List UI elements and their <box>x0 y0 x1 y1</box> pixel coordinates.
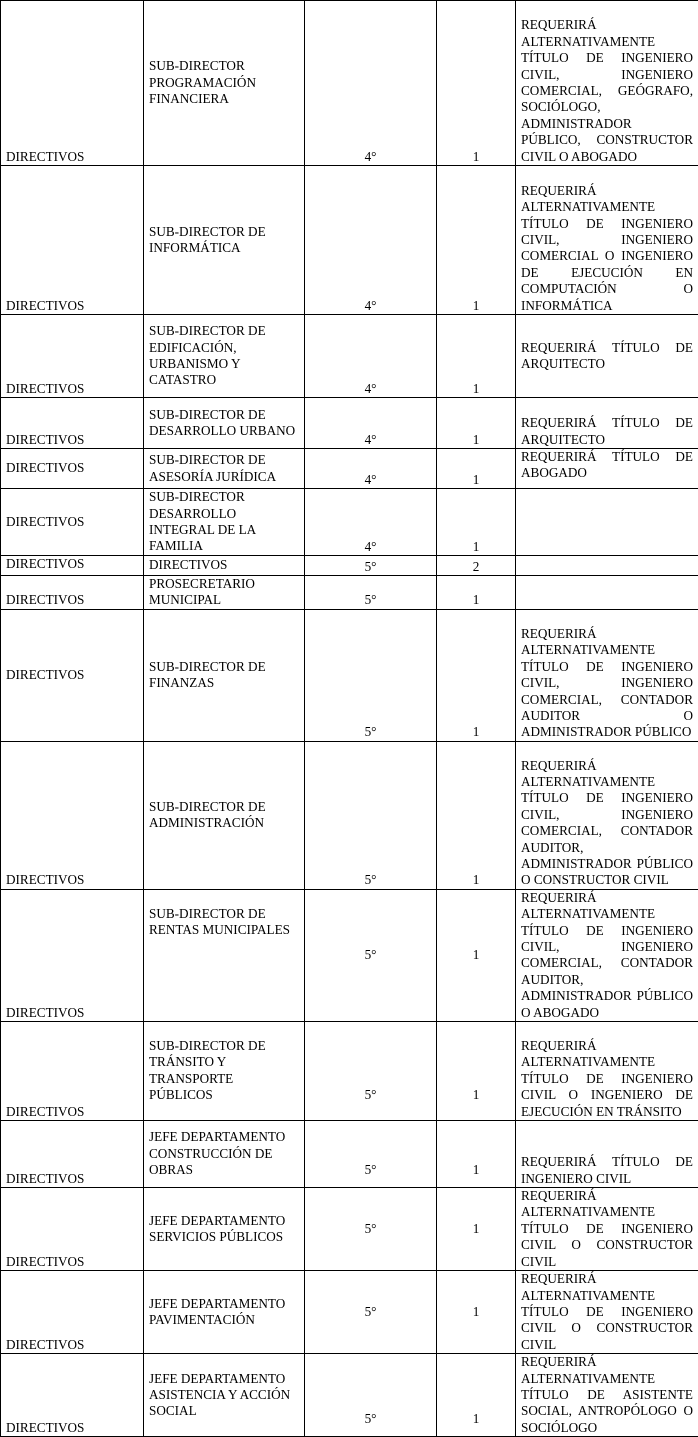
estamento-cell: DIRECTIVOS <box>1 556 144 576</box>
grado-cell: 5° <box>305 1022 437 1121</box>
cargo-cell: SUB-DIRECTOR DESARROLLO INTEGRAL DE LA FAMILIA <box>144 489 305 556</box>
table-row <box>1 166 698 315</box>
table-row <box>1 1188 698 1271</box>
estamento-cell: DIRECTIVOS <box>1 1022 144 1121</box>
estamento-cell: DIRECTIVOS <box>1 1354 144 1437</box>
table-row <box>1 449 698 489</box>
table-row <box>1 1022 698 1121</box>
numero-cell: 1 <box>437 576 516 610</box>
requisito-cell: REQUERIRÁ TÍTULO DE ARQUITECTO <box>516 398 698 449</box>
numero-cell: 1 <box>437 1121 516 1188</box>
requisito-cell <box>516 556 698 576</box>
requisito-cell: REQUERIRÁ TÍTULO DE ARQUITECTO <box>516 315 698 398</box>
cargo-cell: SUB-DIRECTOR DE DESARROLLO URBANO <box>144 398 305 449</box>
table-row <box>1 1354 698 1437</box>
estamento-cell: DIRECTIVOS <box>1 609 144 741</box>
cargo-cell: JEFE DEPARTAMENTO CONSTRUCCIÓN DE OBRAS <box>144 1121 305 1188</box>
numero-cell: 1 <box>437 889 516 1021</box>
table-row <box>1 1 698 166</box>
numero-cell: 1 <box>437 741 516 889</box>
grado-cell: 5° <box>305 1354 437 1437</box>
estamento-cell: DIRECTIVOS <box>1 166 144 315</box>
estamento-cell: DIRECTIVOS <box>1 1271 144 1354</box>
requisito-cell: REQUERIRÁ ALTERNATIVAMENTE TÍTULO DE INGENIERO CIVIL O CONSTRUCTOR CIVIL <box>516 1188 698 1271</box>
table-row <box>1 398 698 449</box>
cargo-cell: SUB-DIRECTOR DE RENTAS MUNICIPALES <box>144 889 305 1021</box>
estamento-cell: DIRECTIVOS <box>1 1 144 166</box>
cargo-cell: JEFE DEPARTAMENTO ASISTENCIA Y ACCIÓN SOCIAL <box>144 1354 305 1437</box>
estamento-cell: DIRECTIVOS <box>1 741 144 889</box>
numero-cell: 1 <box>437 1022 516 1121</box>
grado-cell: 5° <box>305 889 437 1021</box>
requisito-cell: REQUERIRÁ TÍTULO DE ABOGADO <box>516 449 698 489</box>
requisito-cell: REQUERIRÁ ALTERNATIVAMENTE TÍTULO DE INGENIERO CIVIL, INGENIERO COMERCIAL, CONTADOR AUDITOR, ADMINISTRADOR PÚBLICO O CONSTRUCTOR CIVIL <box>516 741 698 889</box>
table-row <box>1 609 698 741</box>
requisito-cell <box>516 576 698 610</box>
numero-cell: 1 <box>437 315 516 398</box>
positions-table-body <box>1 1 698 1437</box>
cargo-cell: PROSECRETARIO MUNICIPAL <box>144 576 305 610</box>
grado-cell: 4° <box>305 398 437 449</box>
table-row <box>1 576 698 610</box>
requisito-cell: REQUERIRÁ ALTERNATIVAMENTE TÍTULO DE INGENIERO CIVIL, INGENIERO COMERCIAL, GEÓGRAFO, SOCIÓLOGO, ADMINISTRADOR PÚBLICO, CONSTRUCTOR CIVIL O ABOGADO <box>516 1 698 166</box>
numero-cell: 1 <box>437 1271 516 1354</box>
cargo-cell: JEFE DEPARTAMENTO SERVICIOS PÚBLICOS <box>144 1188 305 1271</box>
cargo-cell: JEFE DEPARTAMENTO PAVIMENTACIÓN <box>144 1271 305 1354</box>
grado-cell: 4° <box>305 489 437 556</box>
estamento-cell: DIRECTIVOS <box>1 315 144 398</box>
cargo-cell: SUB-DIRECTOR PROGRAMACIÓN FINANCIERA <box>144 1 305 166</box>
numero-cell: 1 <box>437 489 516 556</box>
grado-cell: 5° <box>305 1121 437 1188</box>
table-row <box>1 556 698 576</box>
table-row <box>1 741 698 889</box>
table-row <box>1 1271 698 1354</box>
cargo-cell: SUB-DIRECTOR DE ASESORÍA JURÍDICA <box>144 449 305 489</box>
grado-cell: 5° <box>305 609 437 741</box>
cargo-cell: SUB-DIRECTOR DE EDIFICACIÓN, URBANISMO Y CATASTRO <box>144 315 305 398</box>
cargo-cell: SUB-DIRECTOR DE INFORMÁTICA <box>144 166 305 315</box>
cargo-cell: SUB-DIRECTOR DE TRÁNSITO Y TRANSPORTE PÚBLICOS <box>144 1022 305 1121</box>
numero-cell: 1 <box>437 398 516 449</box>
grado-cell: 5° <box>305 1271 437 1354</box>
grado-cell: 4° <box>305 1 437 166</box>
numero-cell: 1 <box>437 609 516 741</box>
estamento-cell: DIRECTIVOS <box>1 398 144 449</box>
estamento-cell: DIRECTIVOS <box>1 1188 144 1271</box>
grado-cell: 5° <box>305 741 437 889</box>
grado-cell: 4° <box>305 449 437 489</box>
grado-cell: 5° <box>305 556 437 576</box>
grado-cell: 5° <box>305 1188 437 1271</box>
grado-cell: 4° <box>305 166 437 315</box>
requisito-cell: REQUERIRÁ ALTERNATIVAMENTE TÍTULO DE INGENIERO CIVIL, INGENIERO COMERCIAL, CONTADOR AUDITOR O ADMINISTRADOR PÚBLICO <box>516 609 698 741</box>
requisito-cell: REQUERIRÁ ALTERNATIVAMENTE TÍTULO DE INGENIERO CIVIL O INGENIERO DE EJECUCIÓN EN TRÁNSITO <box>516 1022 698 1121</box>
estamento-cell: DIRECTIVOS <box>1 489 144 556</box>
requisito-cell: REQUERIRÁ ALTERNATIVAMENTE TÍTULO DE INGENIERO CIVIL O CONSTRUCTOR CIVIL <box>516 1271 698 1354</box>
table-row <box>1 489 698 556</box>
cargo-cell: SUB-DIRECTOR DE FINANZAS <box>144 609 305 741</box>
numero-cell: 1 <box>437 449 516 489</box>
requisito-cell <box>516 489 698 556</box>
grado-cell: 5° <box>305 576 437 610</box>
estamento-cell: DIRECTIVOS <box>1 889 144 1021</box>
cargo-cell: DIRECTIVOS <box>144 556 305 576</box>
estamento-cell: DIRECTIVOS <box>1 1121 144 1188</box>
numero-cell: 1 <box>437 1 516 166</box>
table-row <box>1 315 698 398</box>
numero-cell: 1 <box>437 1354 516 1437</box>
requisito-cell: REQUERIRÁ ALTERNATIVAMENTE TÍTULO DE INGENIERO CIVIL, INGENIERO COMERCIAL O INGENIERO DE EJECUCIÓN EN COMPUTACIÓN O INFORMÁTICA <box>516 166 698 315</box>
requisito-cell: REQUERIRÁ TÍTULO DE INGENIERO CIVIL <box>516 1121 698 1188</box>
cargo-cell: SUB-DIRECTOR DE ADMINISTRACIÓN <box>144 741 305 889</box>
numero-cell: 1 <box>437 1188 516 1271</box>
estamento-cell: DIRECTIVOS <box>1 449 144 489</box>
numero-cell: 1 <box>437 166 516 315</box>
grado-cell: 4° <box>305 315 437 398</box>
table-row <box>1 1121 698 1188</box>
estamento-cell: DIRECTIVOS <box>1 576 144 610</box>
requisito-cell: REQUERIRÁ ALTERNATIVAMENTE TÍTULO DE ASISTENTE SOCIAL, ANTROPÓLOGO O SOCIÓLOGO <box>516 1354 698 1437</box>
numero-cell: 2 <box>437 556 516 576</box>
requisito-cell: REQUERIRÁ ALTERNATIVAMENTE TÍTULO DE INGENIERO CIVIL, INGENIERO COMERCIAL, CONTADOR AUDITOR, ADMINISTRADOR PÚBLICO O ABOGADO <box>516 889 698 1021</box>
table-row <box>1 889 698 1021</box>
